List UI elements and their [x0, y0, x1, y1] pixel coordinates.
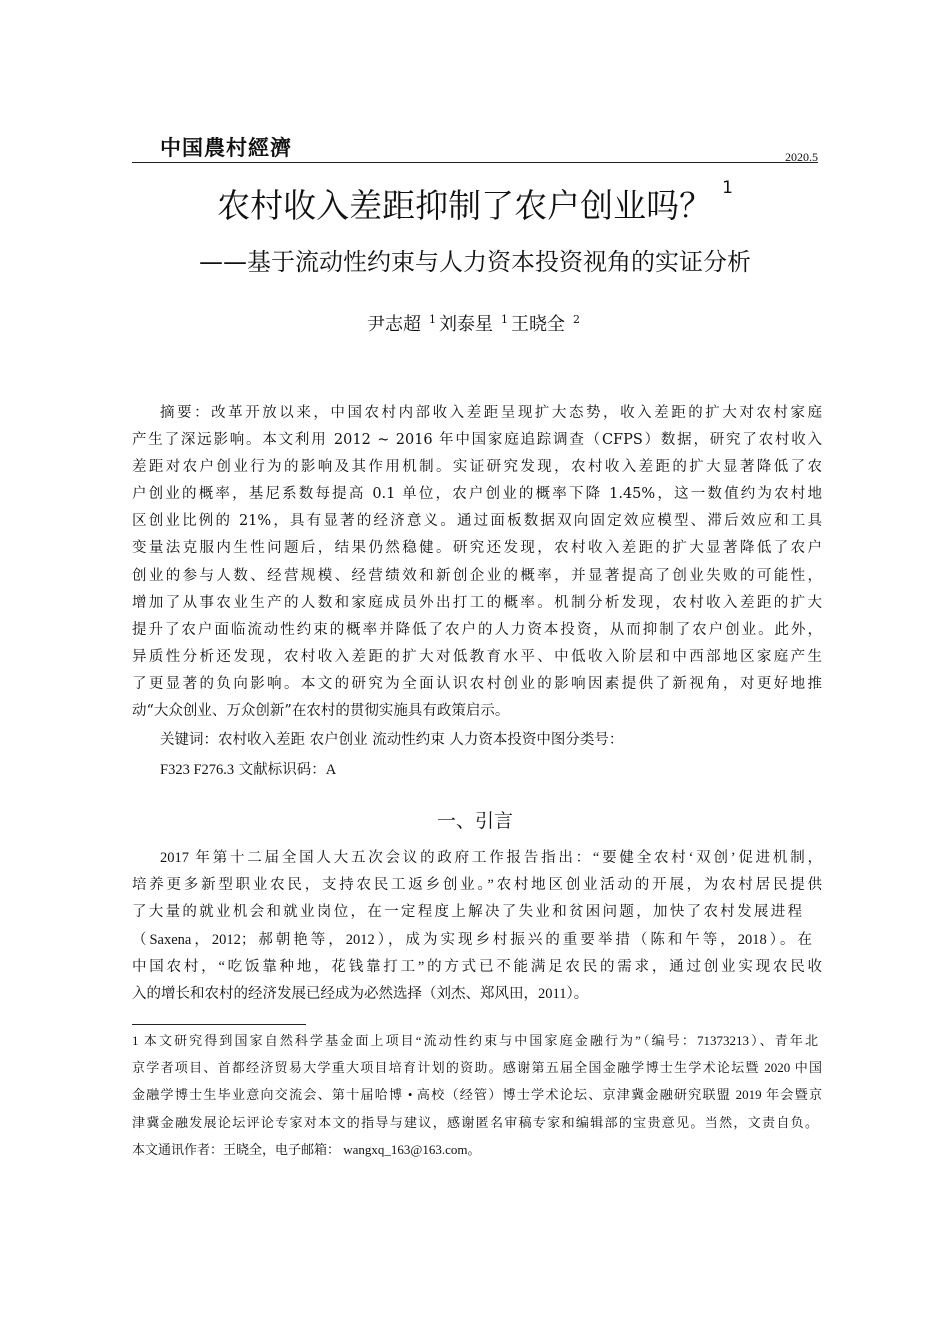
author-affiliation: 1 [429, 313, 436, 326]
abstract-line [160, 403, 822, 423]
body-line: 入的增长和农村的经济发展已经成为必然选择（刘杰、郑风田，2011）。 [132, 986, 589, 1002]
abstract-line: 动“大众创业、万众创新”在农村的贯彻实施具有政策启示。 [132, 703, 510, 719]
classification-label: 中图分类号： [536, 732, 624, 748]
abstract-line: 创业的参与人数、经营规模、经营绩效和新创企业的概率，并显著提高了创业失败的可能性， [132, 568, 822, 584]
paper-subtitle: ——基于流动性约束与人力资本投资视角的实证分析 [199, 248, 751, 276]
abstract-line: 差距对农户创业行为的影响及其作用机制。实证研究发现，农村收入差距的扩大显著降低了农 [132, 459, 822, 475]
title-footnote-mark[interactable]: 1 [722, 178, 733, 198]
footnote-line: 1 本文研究得到国家自然科学基金面上项目“流动性约束与中国家庭金融行为”（编号：71373213）、青年北 [132, 1033, 818, 1048]
footnote-rule [132, 1024, 306, 1025]
abstract-label: 摘要 [160, 405, 195, 421]
body-line: 2017 年第十二届全国人大五次会议的政府工作报告指出：“要健全农村‘双创’促进机制， [160, 850, 822, 866]
header-rule [132, 162, 818, 163]
abstract-line: 变量法克服内生性问题后，结果仍然稳健。研究还发现，农村收入差距的扩大显著降低了农户 [132, 540, 822, 556]
body-line: （Saxena，2012；郝朝艳等，2012），成为实现乡村振兴的重要举措（陈和午等，2018）。在 [132, 932, 812, 948]
paper-title [0, 180, 950, 227]
journal-logo: 中国農村經濟 [160, 136, 292, 160]
footnote-line: 津冀金融发展论坛评论专家对本文的指导与建议，感谢匿名审稿专家和编辑部的宝贵意见。当然，文责自负。 [132, 1115, 818, 1130]
classification-line [160, 760, 822, 780]
abstract-line: 异质性分析还发现，农村收入差距的扩大对低教育水平、中低收入阶层和中西部地区家庭产生 [132, 649, 822, 665]
body-line: 中国农村，“吃饭靠种地，花钱靠打工”的方式已不能满足农民的需求，通过创业实现农民收 [132, 959, 822, 975]
doc-code-label: 文献标识码： [238, 762, 326, 778]
keywords-label: 关键词 [160, 732, 204, 748]
abstract-line: 区创业比例的 21%，具有显著的经济意义。通过面板数据双向固定效应模型、滞后效应和工具 [132, 513, 822, 529]
abstract-line: 提升了农户面临流动性约束的概率并降低了农户的人力资本投资，从而抑制了农户创业。此外， [132, 622, 822, 638]
footnote-line: 金融学博士生毕业意向交流会、第十届哈博 • 高校（经管）博士学术论坛、京津冀金融研究联盟 2019 年会暨京 [132, 1087, 822, 1102]
body-line: 培养更多新型职业农民，支持农民工返乡创业。”农村地区创业活动的开展，为农村居民提供 [132, 877, 822, 893]
doc-code-value: A [325, 762, 337, 778]
abstract-text: ：改革开放以来，中国农村内部收入差距呈现扩大态势，收入差距的扩大对农村家庭 [194, 405, 823, 421]
section-heading: 一、引言 [436, 810, 513, 832]
footnote-line: 本文通讯作者：王晓全，电子邮箱： wangxq_163@163.com。 [132, 1142, 481, 1157]
author-name: 尹志超 [367, 314, 421, 335]
author-list [0, 310, 950, 336]
keywords [160, 730, 822, 750]
classification-value: F323 F276.3 [160, 762, 235, 778]
abstract-line: 户创业的概率，基尼系数每提高 0.1 单位，农户创业的概率下降 1.45%，这一数值约为农村地 [132, 486, 822, 502]
author-name: 王晓全 [511, 314, 565, 335]
footnote-line: 京学者项目、首都经济贸易大学重大项目培育计划的资助。感谢第五届全国金融学博士生学术论坛暨 2020 中国 [132, 1060, 822, 1075]
abstract-line: 了更显著的负向影响。本文的研究为全面认识农村创业的影响因素提供了新视角，对更好地推 [132, 676, 822, 692]
author-affiliation: 2 [573, 313, 580, 326]
keywords-value: ：农村收入差距 农户创业 流动性约束 人力资本投资 [203, 732, 537, 748]
issue-date: 2020.5 [785, 150, 818, 164]
title-text: 农村收入差距抑制了农户创业吗？ [217, 186, 713, 225]
abstract-line: 增加了从事农业生产的人数和家庭成员外出打工的概率。机制分析发现，农村收入差距的扩大 [132, 595, 822, 611]
author-name: 刘泰星 [439, 314, 493, 335]
body-line: 了大量的就业机会和就业岗位，在一定程度上解决了失业和贫困问题，加快了农村发展进程 [132, 904, 802, 920]
author-affiliation: 1 [501, 313, 508, 326]
abstract-line: 产生了深远影响。本文利用 2012 ~ 2016 年中国家庭追踪调查（CFPS）数据，研究了农村收入 [132, 432, 822, 448]
